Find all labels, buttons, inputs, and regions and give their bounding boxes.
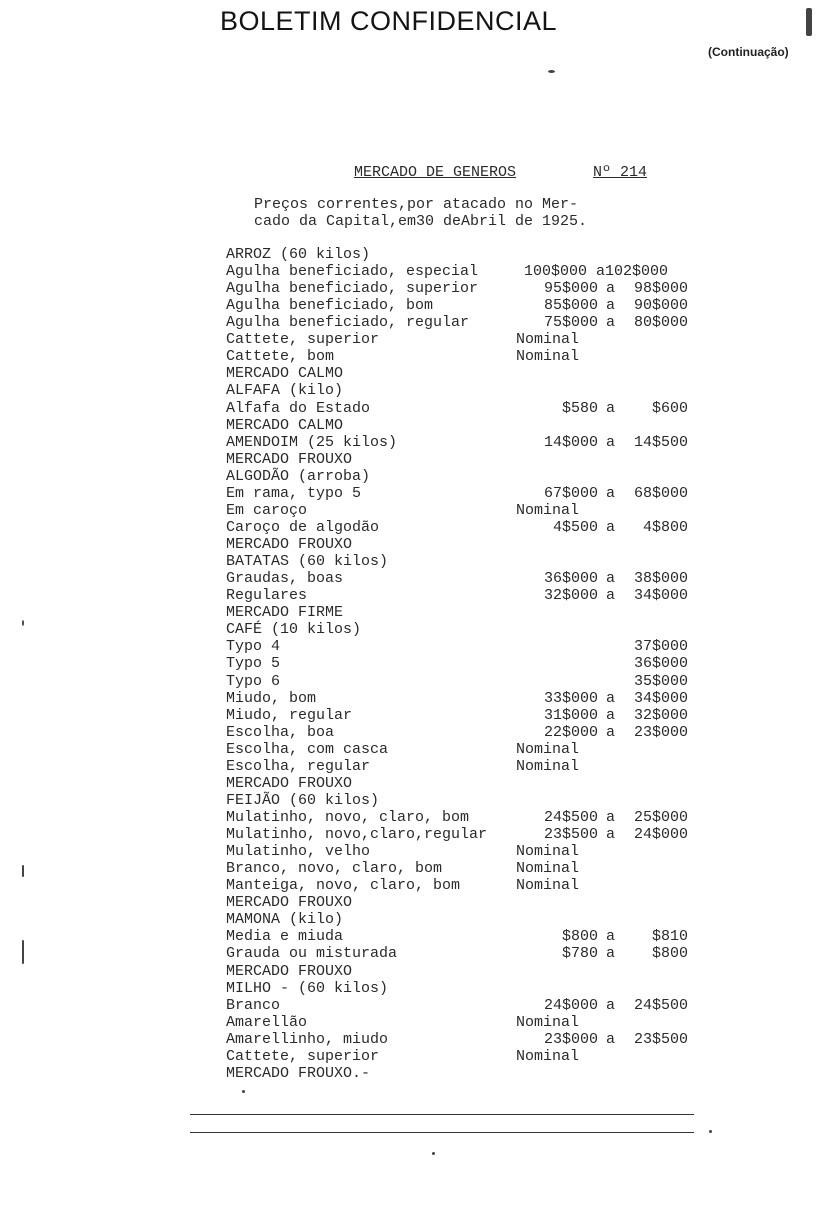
price-line	[0, 400, 818, 417]
market-status: MERCADO FROUXO	[226, 774, 353, 792]
price-low: 23$500	[543, 826, 598, 844]
price-high: 25$000	[633, 808, 688, 826]
price-line	[0, 536, 818, 553]
price-high: 68$000	[633, 484, 688, 502]
price-high: 14$500	[633, 433, 688, 451]
item-name: Miudo, regular	[226, 706, 353, 724]
price-line	[0, 297, 818, 314]
price-range-separator: a	[606, 314, 616, 332]
market-status: MERCADO CALMO	[226, 416, 344, 434]
bulletin-number: Nº 214	[593, 164, 648, 181]
price-line	[0, 263, 818, 280]
price-line	[0, 775, 818, 792]
item-name: Mulatinho, novo, claro, bom	[226, 808, 470, 826]
price-range-separator: a	[606, 399, 616, 417]
item-name: CAFÉ (10 kilos)	[226, 621, 362, 639]
price-high: 90$000	[633, 297, 688, 315]
ink-speck	[709, 1130, 712, 1133]
market-status: MERCADO FROUXO	[226, 894, 353, 912]
ink-speck	[22, 865, 24, 877]
item-name: Agulha beneficiado, bom	[226, 297, 434, 315]
price-low: 23$000	[543, 1030, 598, 1048]
price-line	[0, 331, 818, 348]
price-low: 100$000 a102$000	[524, 263, 669, 281]
price-line	[0, 434, 818, 451]
price-line	[0, 945, 818, 962]
price-line	[0, 809, 818, 826]
item-name: Cattete, superior	[226, 1047, 380, 1065]
price-line	[0, 519, 818, 536]
price-high: $810	[651, 928, 688, 946]
price-line	[0, 570, 818, 587]
price-high: 35$000	[633, 672, 688, 690]
price-line	[0, 1065, 818, 1082]
item-name: Escolha, boa	[226, 723, 335, 741]
price-line	[0, 468, 818, 485]
price-range-separator: a	[606, 723, 616, 741]
market-status: MERCADO FROUXO	[226, 450, 353, 468]
price-line	[0, 655, 818, 672]
item-name: Branco, novo, claro, bom	[226, 860, 443, 878]
price-line	[0, 673, 818, 690]
price-high: 24$500	[633, 996, 688, 1014]
continuation-note: (Continuação)	[708, 45, 789, 59]
price-range-separator: a	[606, 808, 616, 826]
price-low: 33$000	[543, 689, 598, 707]
item-name: Typo 6	[226, 672, 281, 690]
item-name: Caroço de algodão	[226, 518, 380, 536]
nominal-price: Nominal	[516, 740, 580, 758]
price-range-separator: a	[606, 928, 616, 946]
nominal-price: Nominal	[516, 1013, 580, 1031]
price-line	[0, 246, 818, 263]
item-name: Escolha, com casca	[226, 740, 389, 758]
item-name: ARROZ (60 kilos)	[226, 246, 371, 263]
price-line	[0, 928, 818, 945]
price-high: 4$800	[642, 518, 688, 536]
price-low: 75$000	[543, 314, 598, 332]
price-low: 14$000	[543, 433, 598, 451]
bulletin-title: BOLETIM CONFIDENCIAL	[220, 6, 558, 36]
item-name: Em rama, typo 5	[226, 484, 362, 502]
price-line	[0, 826, 818, 843]
price-high: $600	[651, 399, 688, 417]
price-range-separator: a	[606, 945, 616, 963]
price-line	[0, 553, 818, 570]
price-line	[0, 417, 818, 434]
price-low: 85$000	[543, 297, 598, 315]
item-name: MILHO - (60 kilos)	[226, 979, 389, 997]
nominal-price: Nominal	[516, 331, 580, 349]
price-line	[0, 707, 818, 724]
market-status: MERCADO CALMO	[226, 365, 344, 383]
item-name: Cattete, superior	[226, 331, 380, 349]
price-line	[0, 621, 818, 638]
price-range-separator: a	[606, 587, 616, 605]
price-line	[0, 860, 818, 877]
ink-speck	[242, 1090, 245, 1093]
price-range-separator: a	[606, 996, 616, 1014]
price-low: 95$000	[543, 280, 598, 298]
item-name: Mulatinho, novo,claro,regular	[226, 826, 488, 844]
price-line	[0, 280, 818, 297]
price-line	[0, 980, 818, 997]
price-range-separator: a	[606, 280, 616, 298]
price-line	[0, 502, 818, 519]
price-low: 31$000	[543, 706, 598, 724]
market-status: MERCADO FROUXO.-	[226, 1064, 371, 1082]
price-line	[0, 741, 818, 758]
item-name: Escolha, regular	[226, 757, 371, 775]
price-high: 34$000	[633, 587, 688, 605]
price-line	[0, 843, 818, 860]
item-name: Typo 4	[226, 638, 281, 656]
nominal-price: Nominal	[516, 501, 580, 519]
item-name: Media e miuda	[226, 928, 344, 946]
price-range-separator: a	[606, 518, 616, 536]
ink-speck	[806, 8, 812, 36]
nominal-price: Nominal	[516, 757, 580, 775]
item-name: Cattete, bom	[226, 348, 335, 366]
item-name: Manteiga, novo, claro, bom	[226, 877, 461, 895]
ink-speck	[22, 940, 24, 964]
item-name: Miudo, bom	[226, 689, 317, 707]
price-range-separator: a	[606, 706, 616, 724]
price-low: 67$000	[543, 484, 598, 502]
price-high: 24$000	[633, 826, 688, 844]
price-range-separator: a	[606, 826, 616, 844]
price-high: 34$000	[633, 689, 688, 707]
price-line	[0, 894, 818, 911]
item-name: Amarellinho, miudo	[226, 1030, 389, 1048]
price-line	[0, 792, 818, 809]
price-low: 4$500	[552, 518, 598, 536]
item-name: ALFAFA (kilo)	[226, 382, 344, 400]
price-high: 98$000	[633, 280, 688, 298]
price-range-separator: a	[606, 689, 616, 707]
price-high: 80$000	[633, 314, 688, 332]
price-low: $800	[561, 928, 598, 946]
ink-speck	[432, 1152, 435, 1155]
nominal-price: Nominal	[516, 877, 580, 895]
price-low: 24$500	[543, 808, 598, 826]
price-low: 22$000	[543, 723, 598, 741]
price-low: $780	[561, 945, 598, 963]
price-line	[0, 1014, 818, 1031]
price-high: 32$000	[633, 706, 688, 724]
price-high: 23$000	[633, 723, 688, 741]
nominal-price: Nominal	[516, 348, 580, 366]
item-name: Regulares	[226, 587, 308, 605]
nominal-price: Nominal	[516, 860, 580, 878]
price-low: 32$000	[543, 587, 598, 605]
price-high: 36$000	[633, 655, 688, 673]
ink-speck	[22, 620, 24, 626]
item-name: Graudas, boas	[226, 570, 344, 588]
item-name: Typo 5	[226, 655, 281, 673]
price-low: $580	[561, 399, 598, 417]
price-range-separator: a	[606, 484, 616, 502]
item-name: Agulha beneficiado, superior	[226, 280, 479, 298]
market-status: MERCADO FROUXO	[226, 536, 353, 554]
price-range-separator: a	[606, 1030, 616, 1048]
price-line	[0, 348, 818, 365]
item-name: Alfafa do Estado	[226, 399, 371, 417]
price-low: 24$000	[543, 996, 598, 1014]
nominal-price: Nominal	[516, 843, 580, 861]
price-line	[0, 451, 818, 468]
price-line	[0, 690, 818, 707]
price-line	[0, 1031, 818, 1048]
nominal-price: Nominal	[516, 1047, 580, 1065]
item-name: Mulatinho, velho	[226, 843, 371, 861]
price-line	[0, 638, 818, 655]
price-high: 38$000	[633, 570, 688, 588]
price-line	[0, 604, 818, 621]
price-line	[0, 911, 818, 928]
item-name: ALGODÃO (arroba)	[226, 467, 371, 485]
market-status: MERCADO FIRME	[226, 604, 344, 622]
ink-speck	[548, 70, 555, 73]
market-status: MERCADO FROUXO	[226, 962, 353, 980]
item-name: Agulha beneficiado, regular	[226, 314, 470, 332]
item-name: BATATAS (60 kilos)	[226, 553, 389, 571]
price-line	[0, 877, 818, 894]
price-line	[0, 997, 818, 1014]
price-line	[0, 724, 818, 741]
price-line	[0, 382, 818, 399]
item-name: Grauda ou misturada	[226, 945, 398, 963]
price-high: $800	[651, 945, 688, 963]
price-range-separator: a	[606, 570, 616, 588]
item-name: Branco	[226, 996, 281, 1014]
price-range-separator: a	[606, 433, 616, 451]
price-line	[0, 963, 818, 980]
item-name: AMENDOIM (25 kilos)	[226, 433, 398, 451]
price-low: 36$000	[543, 570, 598, 588]
item-name: FEIJÃO (60 kilos)	[226, 791, 380, 809]
intro-line-2: cado da Capital,em30 deAbril de 1925.	[254, 213, 588, 230]
bottom-rule-1	[190, 1114, 694, 1115]
bottom-rule-2	[190, 1132, 694, 1133]
price-high: 37$000	[633, 638, 688, 656]
item-name: Amarellão	[226, 1013, 308, 1031]
price-line	[0, 1048, 818, 1065]
item-name: Em caroço	[226, 501, 308, 519]
item-name: MAMONA (kilo)	[226, 911, 344, 929]
price-line	[0, 365, 818, 382]
item-name: Agulha beneficiado, especial	[226, 263, 479, 281]
price-range-separator: a	[606, 297, 616, 315]
intro-line-1: Preços correntes,por atacado no Mer-	[254, 196, 579, 213]
price-line	[0, 758, 818, 775]
section-title: MERCADO DE GENEROS	[354, 164, 517, 181]
price-line	[0, 314, 818, 331]
price-high: 23$500	[633, 1030, 688, 1048]
price-line	[0, 485, 818, 502]
price-line	[0, 587, 818, 604]
